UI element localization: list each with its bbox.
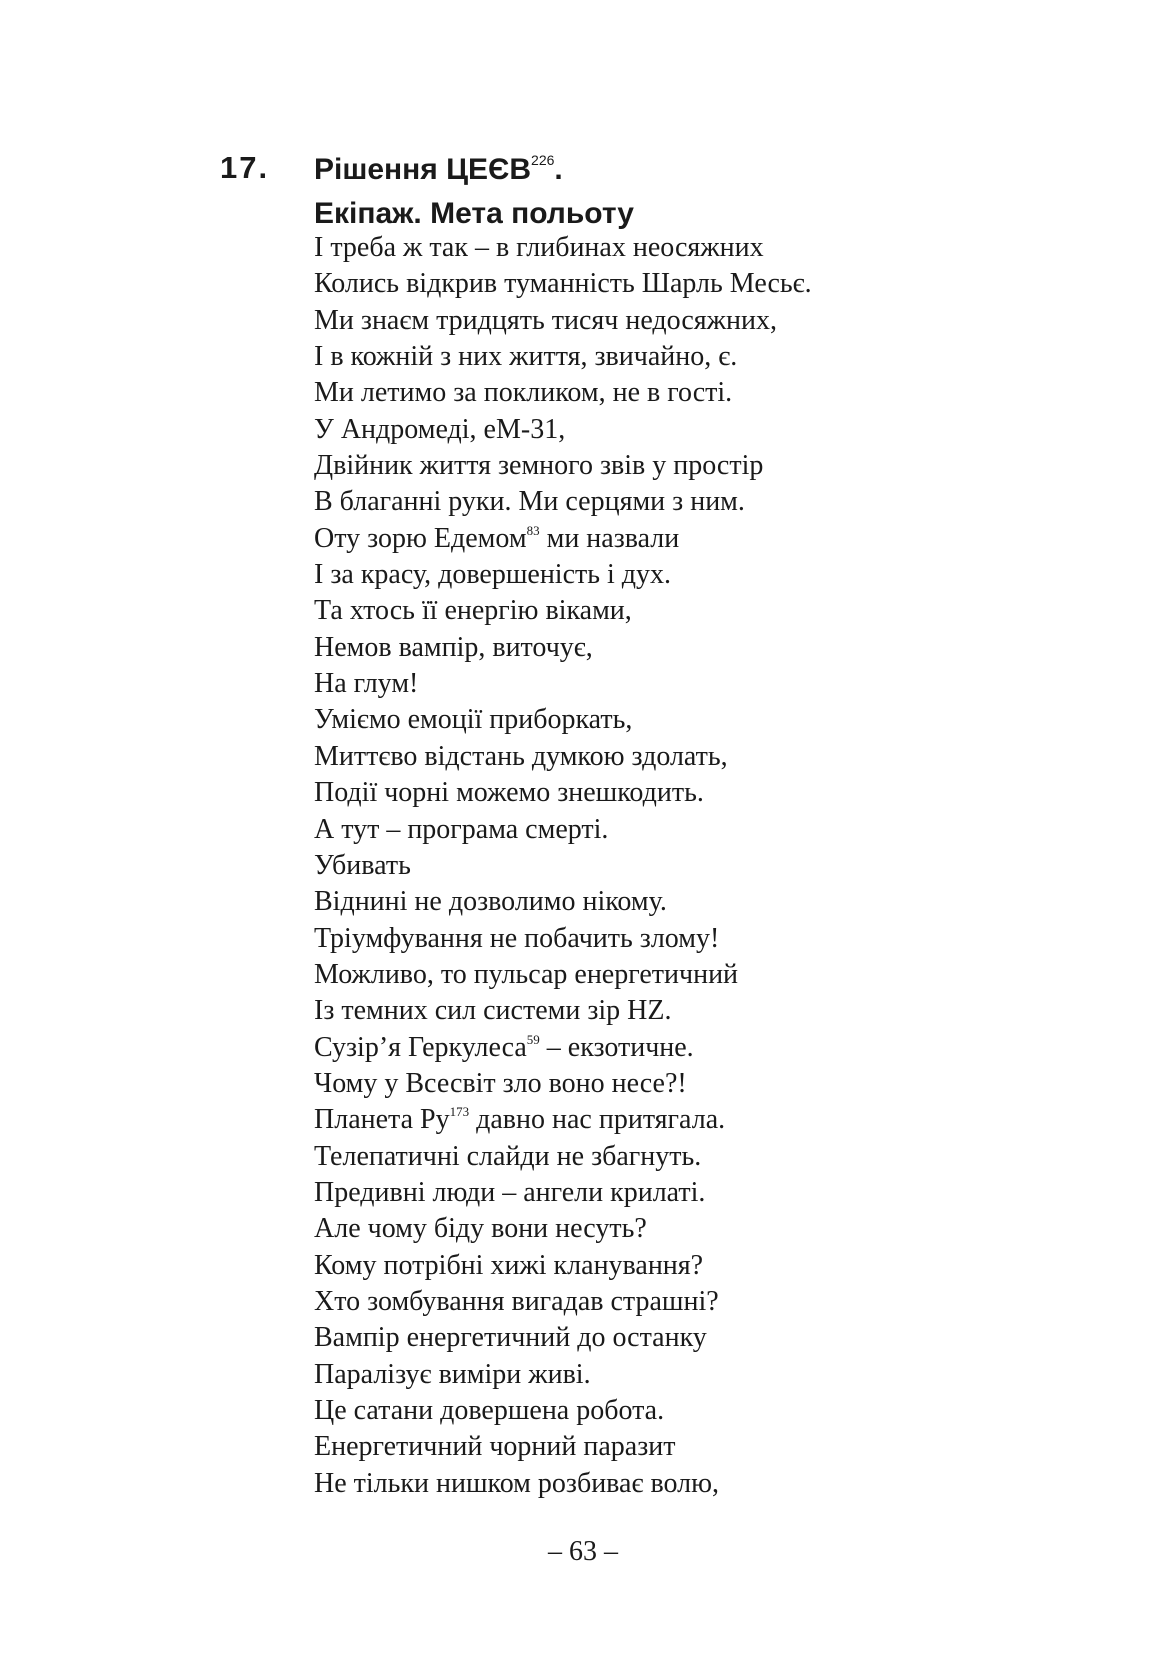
poem-line: Енергетичний чорний паразит bbox=[314, 1431, 676, 1463]
chapter-title-line-2: Екіпаж. Мета польоту bbox=[314, 197, 634, 230]
poem-line: І в кожній з них життя, звичайно, є. bbox=[314, 341, 738, 373]
chapter-title-text: Рішення ЦЕЄВ bbox=[314, 153, 532, 186]
poem-line: Уміємо емоції приборкать, bbox=[314, 704, 633, 736]
poem-line: Та хтось її енергію віками, bbox=[314, 595, 632, 627]
poem-line: Ми знаєм тридцять тисяч недосяжних, bbox=[314, 304, 777, 336]
poem-line: І за красу, довершеність і дух. bbox=[314, 559, 672, 591]
poem-line: Це сатани довершена робота. bbox=[314, 1395, 665, 1426]
chapter-number: 17. bbox=[220, 150, 270, 185]
poem-line: Не тільки нишком розбиває волю, bbox=[314, 1467, 720, 1499]
poem-line: Чому у Всесвіт зло воно несе?! bbox=[314, 1067, 687, 1099]
poem-line: Паралізує виміри живі. bbox=[314, 1358, 591, 1390]
poem-line: Хто зомбування вигадав страшні? bbox=[314, 1285, 719, 1317]
poem-line: Двійник життя земного звів у простір bbox=[314, 450, 764, 482]
poem-line: Кому потрібні хижі кланування? bbox=[314, 1249, 704, 1281]
poem-line-text: Сузір’я Геркулеса bbox=[314, 1031, 527, 1063]
poem-text bbox=[314, 230, 812, 1502]
poem-line-text: Оту зорю Едемом bbox=[314, 522, 527, 554]
poem-line: Віднині не дозволимо нікому. bbox=[314, 886, 667, 918]
poem-line-text: ми назвали bbox=[539, 522, 680, 554]
chapter-title-line-1 bbox=[314, 148, 634, 192]
footnote-ref: 83 bbox=[526, 522, 540, 538]
chapter-title-end: . bbox=[554, 153, 563, 186]
poem-line: Телепатичні слайди не збагнуть. bbox=[314, 1140, 702, 1172]
poem-line: На глум! bbox=[314, 668, 419, 700]
poem-line: І треба ж так – в глибинах неосяжних bbox=[314, 232, 764, 263]
poem-line-text: Планета Ру bbox=[314, 1104, 450, 1136]
poem-line: Можливо, то пульсар енергетичний bbox=[314, 958, 739, 990]
poem-line: Убивать bbox=[314, 849, 411, 881]
poem-line-text: – екзотичне. bbox=[539, 1031, 694, 1063]
poem-line: У Андромеді, еМ-31, bbox=[314, 413, 566, 445]
poem-line: Предивні люди – ангели крилаті. bbox=[314, 1176, 706, 1208]
poem-line bbox=[314, 1102, 812, 1138]
poem-line: В благанні руки. Ми серцями з ним. bbox=[314, 486, 745, 518]
poem-line: Немов вампір, виточує, bbox=[314, 631, 593, 663]
poem-line: Ми летимо за покликом, не в гості. bbox=[314, 377, 733, 409]
footnote-ref: 173 bbox=[449, 1104, 470, 1120]
poem-line: Тріумфування не побачить злому! bbox=[314, 922, 720, 954]
poem-line: Але чому біду вони несуть? bbox=[314, 1213, 647, 1245]
poem-line: Події чорні можемо знешкодить. bbox=[314, 777, 704, 809]
poem-line: А тут – програма смерті. bbox=[314, 813, 609, 845]
poem-line: Колись відкрив туманність Шарль Месьє. bbox=[314, 268, 812, 300]
page-number: – 63 – bbox=[548, 1536, 618, 1567]
poem-line bbox=[314, 1030, 812, 1066]
poem-line: Миттєво відстань думкою здолать, bbox=[314, 740, 728, 772]
footnote-ref: 59 bbox=[526, 1031, 540, 1047]
poem-line bbox=[314, 521, 812, 557]
footnote-ref: 226 bbox=[531, 152, 555, 168]
chapter-title bbox=[314, 148, 634, 236]
poem-line-text: давно нас притягала. bbox=[469, 1104, 726, 1136]
poem-line: Із темних сил системи зір HZ. bbox=[314, 995, 672, 1027]
poem-line: Вампір енергетичний до останку bbox=[314, 1322, 707, 1354]
